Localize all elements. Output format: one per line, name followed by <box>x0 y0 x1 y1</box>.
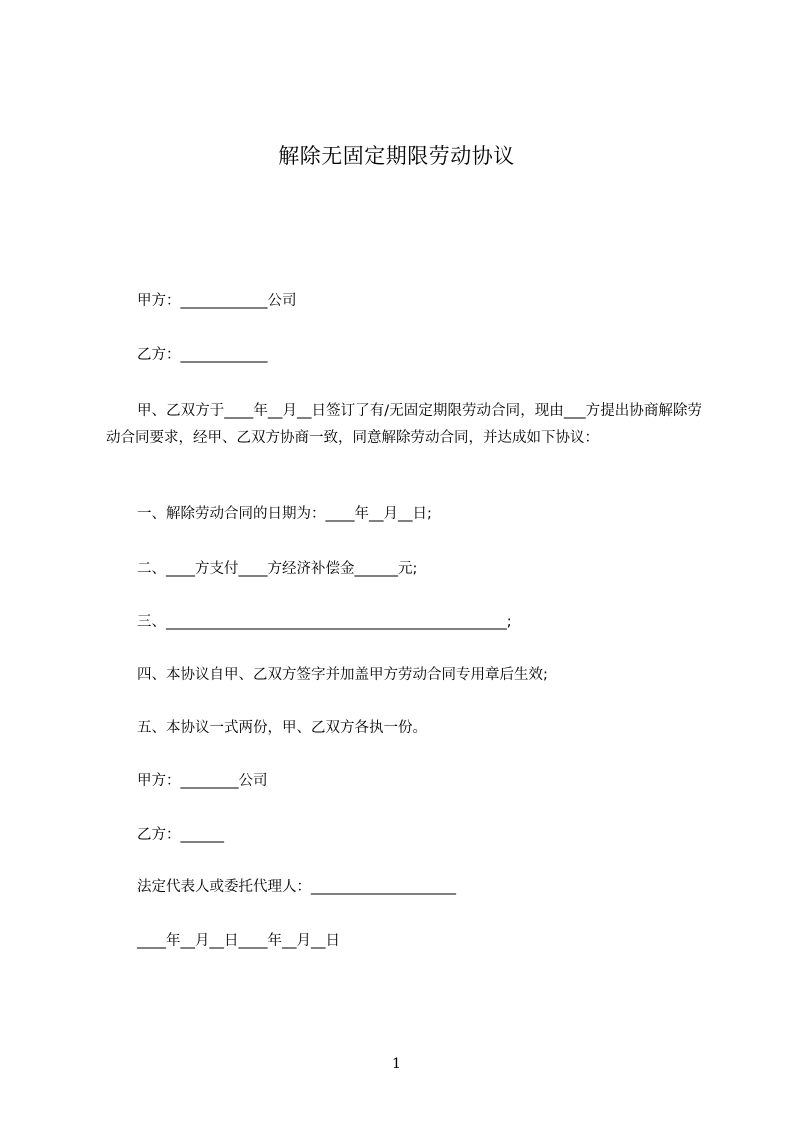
representative-line: 法定代表人或委托代理人：____________________ <box>137 879 456 895</box>
clause-1: 一、解除劳动合同的日期为：____年__月__日; <box>137 506 432 522</box>
clause-4: 四、本协议自甲、乙双方签字并加盖甲方劳动合同专用章后生效; <box>137 667 548 683</box>
clause-3: 三、_______________________________________________; <box>137 614 512 630</box>
party-a-line: 甲方：____________公司 <box>137 293 297 309</box>
intro-text: 甲、乙双方于____年__月__日签订了有/无固定期限劳动合同，现由___方提出协商解除劳动合同要求，经甲、乙双方协商一致，同意解除劳动合同，并达成如下协议： <box>106 403 702 446</box>
clause-2: 二、____方支付____方经济补偿金______元; <box>137 561 418 577</box>
page-number: 1 <box>392 1056 401 1072</box>
party-b-line: 乙方：____________ <box>137 347 268 363</box>
signature-party-b: 乙方：______ <box>137 827 224 843</box>
date-line: ____年__月__日____年__月__日 <box>137 933 340 949</box>
intro-paragraph <box>106 398 702 452</box>
clause-5: 五、本协议一式两份，甲、乙双方各执一份。 <box>137 720 427 736</box>
document-title: 解除无固定期限劳动协议 <box>278 144 515 168</box>
signature-party-a: 甲方：________公司 <box>137 773 268 789</box>
